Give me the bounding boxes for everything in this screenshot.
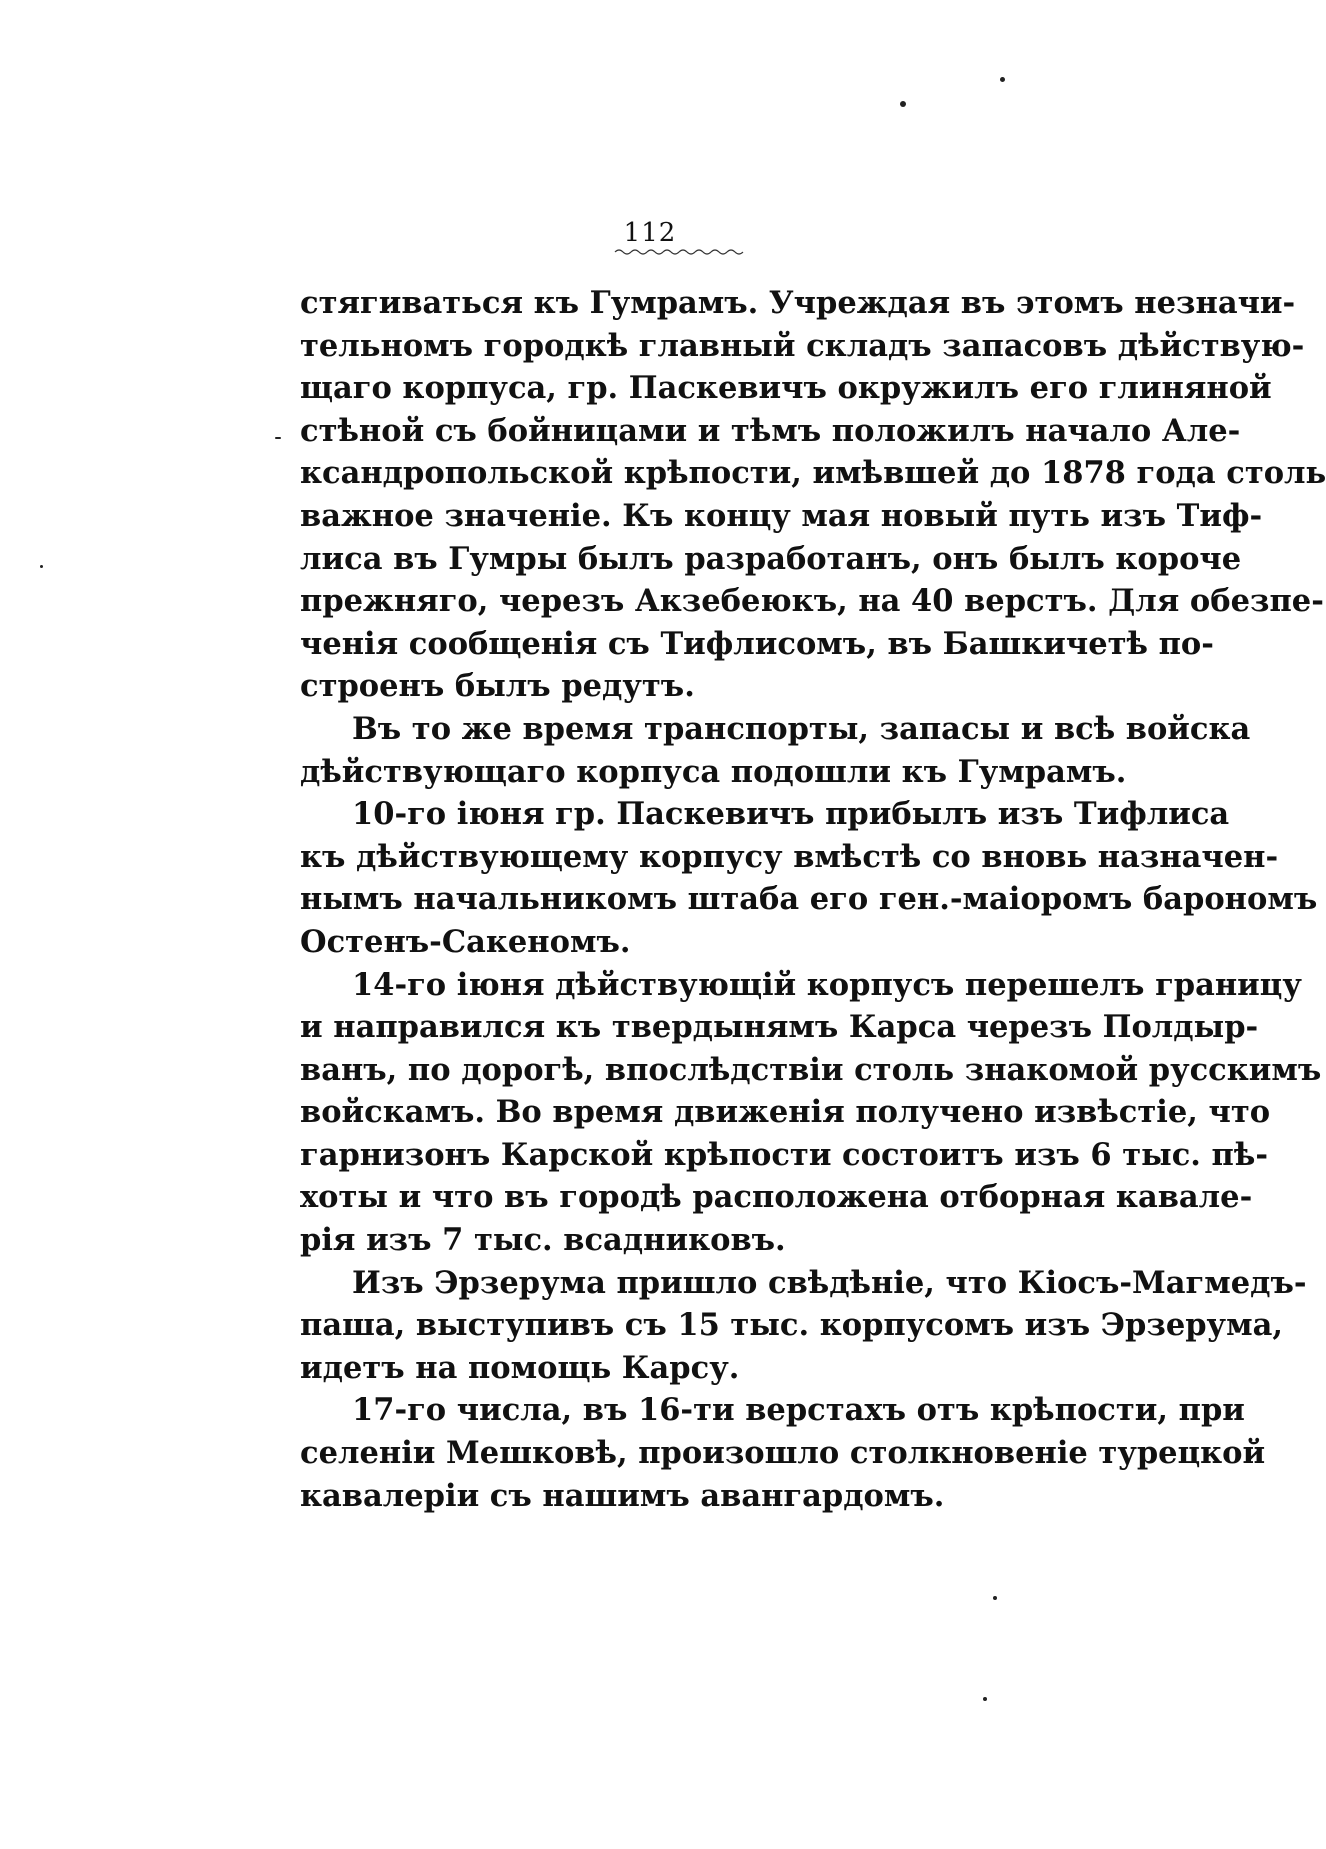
text-line: и направился къ твердынямъ Карса черезъ Полдыр- xyxy=(300,1009,1259,1046)
text-line: селеніи Мешковѣ, произошло столкновеніе турецкой xyxy=(300,1435,1266,1472)
text-line: гарнизонъ Карской крѣпости состоитъ изъ 6 тыс. пѣ- xyxy=(300,1136,1268,1173)
paragraph-2 xyxy=(300,708,1251,793)
text-line: Остенъ-Сакеномъ. xyxy=(300,923,631,960)
paragraph-3 xyxy=(300,793,1318,963)
scan-speck xyxy=(1000,77,1005,82)
text-line: кавалеріи съ нашимъ авангардомъ. xyxy=(300,1477,945,1514)
text-line: ченія сообщенія съ Тифлисомъ, въ Башкичетѣ по- xyxy=(300,625,1214,662)
text-line: 17-го числа, въ 16-ти верстахъ отъ крѣпости, при xyxy=(352,1392,1245,1429)
scan-speck xyxy=(993,1596,997,1600)
text-line: къ дѣйствующему корпусу вмѣстѣ со вновь назначен- xyxy=(300,838,1279,875)
scan-speck xyxy=(40,565,43,568)
page-number: 112 xyxy=(623,218,677,248)
text-line: Изъ Эрзерума пришло свѣдѣніе, что Кіосъ-Магмедъ- xyxy=(352,1264,1307,1301)
text-line: стягиваться къ Гумрамъ. Учреждая въ этомъ незначи- xyxy=(300,285,1296,321)
scan-speck xyxy=(900,101,906,107)
wavy-rule-ornament xyxy=(615,248,745,256)
text-line: идетъ на помощь Карсу. xyxy=(300,1349,740,1386)
paragraph-5 xyxy=(300,1262,1307,1390)
text-line: щаго корпуса, гр. Паскевичъ окружилъ его глиняной xyxy=(300,370,1272,407)
text-line: паша, выступивъ съ 15 тыс. корпусомъ изъ Эрзерума, xyxy=(300,1307,1283,1344)
text-line: тельномъ городкѣ главный складъ запасовъ дѣйствую- xyxy=(300,327,1305,364)
body-text xyxy=(300,282,1326,1517)
scan-speck xyxy=(275,437,281,439)
text-line: дѣйствующаго корпуса подошли къ Гумрамъ. xyxy=(300,753,1127,790)
text-line: строенъ былъ редутъ. xyxy=(300,668,695,705)
text-line: прежняго, черезъ Акзебеюкъ, на 40 верстъ. Для обезпе- xyxy=(300,583,1324,620)
paragraph-1 xyxy=(300,282,1326,708)
paragraph-4 xyxy=(300,964,1322,1262)
text-line: лиса въ Гумры былъ разработанъ, онъ былъ короче xyxy=(300,540,1242,577)
text-line: нымъ начальникомъ штаба его ген.-маіоромъ барономъ xyxy=(300,881,1318,918)
text-line: рія изъ 7 тыс. всадниковъ. xyxy=(300,1222,786,1259)
text-line: 10-го іюня гр. Паскевичъ прибылъ изъ Тифлиса xyxy=(352,796,1230,833)
text-line: хоты и что въ городѣ расположена отборная кавале- xyxy=(300,1179,1253,1216)
text-line: 14-го іюня дѣйствующій корпусъ перешелъ границу xyxy=(352,966,1302,1003)
text-line: Въ то же время транспорты, запасы и всѣ войска xyxy=(352,710,1251,747)
scan-speck xyxy=(983,1697,987,1701)
paragraph-6 xyxy=(300,1389,1266,1517)
text-line: стѣной съ бойницами и тѣмъ положилъ начало Але- xyxy=(300,412,1241,449)
text-line: важное значеніе. Къ концу мая новый путь изъ Тиф- xyxy=(300,497,1263,534)
text-line: ксандропольской крѣпости, имѣвшей до 1878 года столь xyxy=(300,455,1326,492)
text-line: войскамъ. Во время движенія получено извѣстіе, что xyxy=(300,1094,1271,1131)
text-line: ванъ, по дорогѣ, впослѣдствіи столь знакомой русскимъ xyxy=(300,1051,1322,1088)
